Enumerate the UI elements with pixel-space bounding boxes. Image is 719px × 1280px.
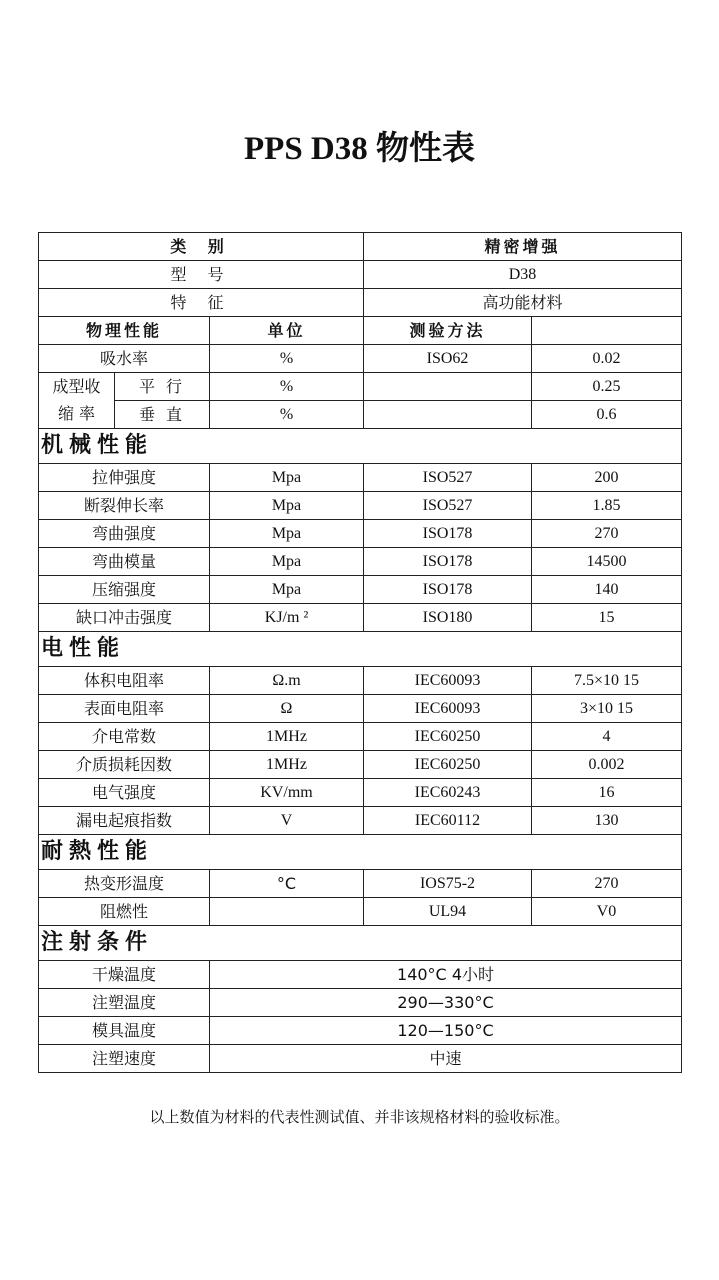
condition-name: 干燥温度: [39, 961, 210, 989]
shrinkage-label-bottom: 缩 率: [39, 401, 115, 429]
property-name: 热变形温度: [39, 870, 210, 898]
model-label: 型 号: [39, 261, 364, 289]
property-method: ISO527: [364, 492, 532, 520]
page-title: PPS D38 物性表: [244, 131, 475, 167]
property-name: 缺口冲击强度: [39, 604, 210, 632]
property-value: 4: [532, 723, 682, 751]
section-row: [39, 632, 682, 667]
section-heading-thermal: 耐熱性能: [39, 835, 682, 870]
section-row: [39, 429, 682, 464]
table-row: [39, 807, 682, 835]
property-value: 200: [532, 464, 682, 492]
column-header-row: [39, 317, 682, 345]
property-unit: Mpa: [210, 576, 364, 604]
property-name: 断裂伸长率: [39, 492, 210, 520]
property-method: IEC60243: [364, 779, 532, 807]
property-method: [364, 373, 532, 401]
property-unit: [210, 898, 364, 926]
section-heading-electrical: 电性能: [39, 632, 682, 667]
property-name: 阻燃性: [39, 898, 210, 926]
property-method: ISO178: [364, 520, 532, 548]
property-method: IEC60250: [364, 751, 532, 779]
section-heading-injection: 注射条件: [39, 926, 682, 961]
table-row: [39, 1045, 682, 1073]
property-unit: 1MHz: [210, 751, 364, 779]
category-value: 精密增强: [364, 233, 682, 261]
table-row: [39, 751, 682, 779]
property-value: 14500: [532, 548, 682, 576]
table-row: [39, 548, 682, 576]
category-row: [39, 233, 682, 261]
table-row: [39, 723, 682, 751]
condition-value: 120—150°C: [210, 1017, 682, 1045]
property-value: 130: [532, 807, 682, 835]
model-value: D38: [364, 261, 682, 289]
table-row: [39, 345, 682, 373]
section-row: [39, 926, 682, 961]
table-row: [39, 989, 682, 1017]
property-method: ISO178: [364, 548, 532, 576]
col-property: 物理性能: [39, 317, 210, 345]
property-value: 0.6: [532, 401, 682, 429]
table-row: [39, 961, 682, 989]
category-label: 类 别: [39, 233, 364, 261]
property-unit: Mpa: [210, 520, 364, 548]
property-name: 拉伸强度: [39, 464, 210, 492]
property-unit: Ω: [210, 695, 364, 723]
table-row: [39, 520, 682, 548]
property-value: 3×10 15: [532, 695, 682, 723]
col-value: [532, 317, 682, 345]
property-name: 弯曲强度: [39, 520, 210, 548]
property-name: 电气强度: [39, 779, 210, 807]
property-unit: °C: [210, 870, 364, 898]
property-name: 体积电阻率: [39, 667, 210, 695]
property-value: 16: [532, 779, 682, 807]
property-unit: Mpa: [210, 464, 364, 492]
property-method: UL94: [364, 898, 532, 926]
property-unit: Mpa: [210, 492, 364, 520]
property-name: 垂 直: [115, 401, 210, 429]
property-name: 介电常数: [39, 723, 210, 751]
table-row: [39, 898, 682, 926]
condition-name: 注塑温度: [39, 989, 210, 1017]
property-unit: %: [210, 401, 364, 429]
feature-row: [39, 289, 682, 317]
property-value: 1.85: [532, 492, 682, 520]
property-unit: %: [210, 373, 364, 401]
property-method: IEC60112: [364, 807, 532, 835]
table-row: [39, 667, 682, 695]
property-name: 弯曲模量: [39, 548, 210, 576]
table-row: [39, 604, 682, 632]
table-row: [39, 464, 682, 492]
condition-name: 注塑速度: [39, 1045, 210, 1073]
table-row: [39, 870, 682, 898]
property-value: 7.5×10 15: [532, 667, 682, 695]
property-name: 压缩强度: [39, 576, 210, 604]
property-method: ISO180: [364, 604, 532, 632]
shrinkage-label-top: 成型收: [39, 373, 115, 401]
property-value: 15: [532, 604, 682, 632]
feature-value: 高功能材料: [364, 289, 682, 317]
property-method: IOS75-2: [364, 870, 532, 898]
property-unit: %: [210, 345, 364, 373]
property-method: ISO178: [364, 576, 532, 604]
condition-value: 140°C 4小时: [210, 961, 682, 989]
property-unit: Mpa: [210, 548, 364, 576]
property-method: ISO62: [364, 345, 532, 373]
table-row: [39, 1017, 682, 1045]
property-value: 270: [532, 870, 682, 898]
property-name: 平 行: [115, 373, 210, 401]
model-row: [39, 261, 682, 289]
property-value: 0.02: [532, 345, 682, 373]
property-name: 吸水率: [39, 345, 210, 373]
property-unit: KV/mm: [210, 779, 364, 807]
property-value: V0: [532, 898, 682, 926]
condition-value: 中速: [210, 1045, 682, 1073]
condition-value: 290—330°C: [210, 989, 682, 1017]
properties-table: [38, 232, 682, 1073]
table-row: [39, 492, 682, 520]
condition-name: 模具温度: [39, 1017, 210, 1045]
property-unit: Ω.m: [210, 667, 364, 695]
property-name: 表面电阻率: [39, 695, 210, 723]
col-method: 测验方法: [364, 317, 532, 345]
property-value: 140: [532, 576, 682, 604]
property-value: 0.002: [532, 751, 682, 779]
property-method: [364, 401, 532, 429]
property-value: 0.25: [532, 373, 682, 401]
property-unit: V: [210, 807, 364, 835]
table-row: [39, 576, 682, 604]
property-method: ISO527: [364, 464, 532, 492]
footnote: 以上数值为材料的代表性测试值、并非该规格材料的验收标准。: [149, 1108, 570, 1126]
section-heading-mechanical: 机械性能: [39, 429, 682, 464]
property-name: 介质损耗因数: [39, 751, 210, 779]
property-value: 270: [532, 520, 682, 548]
property-unit: KJ/m ²: [210, 604, 364, 632]
col-unit: 单位: [210, 317, 364, 345]
property-method: IEC60093: [364, 695, 532, 723]
table-row: [39, 779, 682, 807]
table-row: [39, 401, 682, 429]
feature-label: 特 征: [39, 289, 364, 317]
table-row: [39, 695, 682, 723]
property-method: IEC60093: [364, 667, 532, 695]
table-row: [39, 373, 682, 401]
section-row: [39, 835, 682, 870]
property-name: 漏电起痕指数: [39, 807, 210, 835]
property-method: IEC60250: [364, 723, 532, 751]
property-unit: 1MHz: [210, 723, 364, 751]
